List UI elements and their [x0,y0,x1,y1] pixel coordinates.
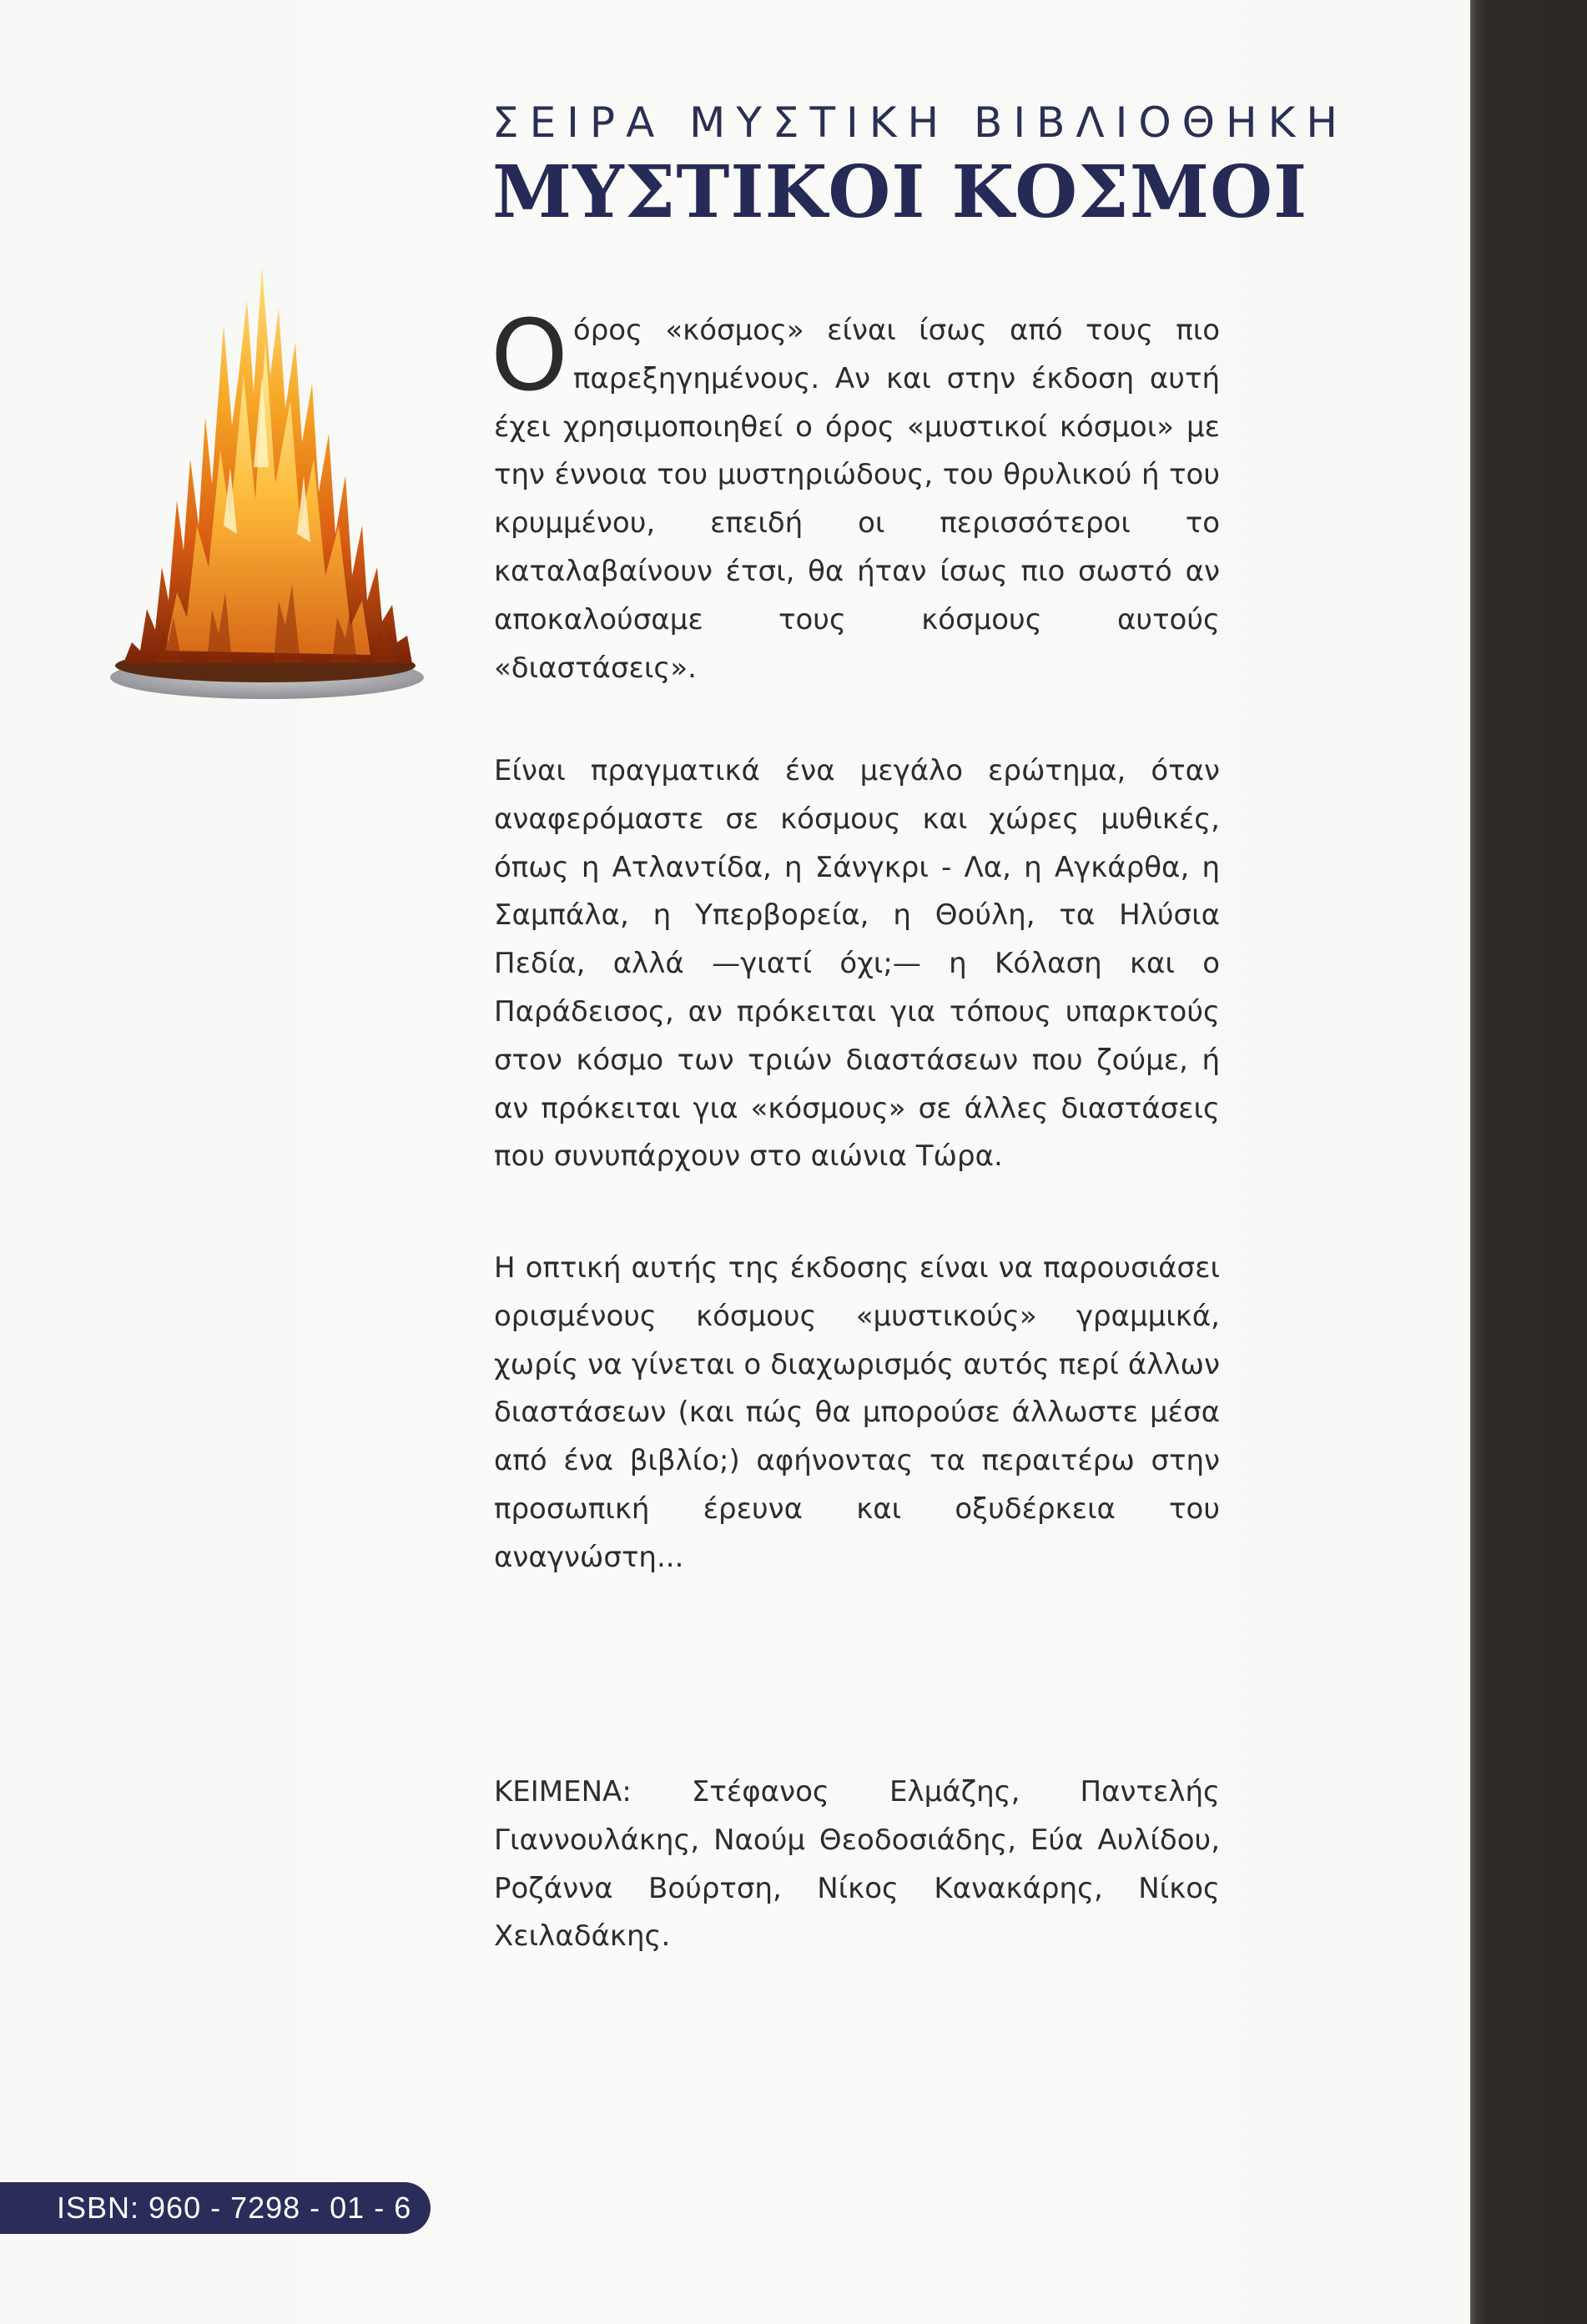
intro-text: όρος «κόσμος» είναι ίσως από τους πιο παρεξηγημένους. Αν και στην έκδοση αυτή έχει χρησιμοποιηθεί ο όρος «μυστικοί κόσμοι» με την έννοια του μυστηριώδους, του θρυλικού ή του κρυμμένου, επειδή οι περισσότεροι το καταλαβαίνουν έτσι, θα ήταν ίσως πιο σωστό αν αποκαλούσαμε τους κόσμους αυτούς «διαστάσεις». [494,314,1220,685]
paragraph-text: Η οπτική αυτής της έκδοσης είναι να παρουσιάσει ορισμένους κόσμους «μυστικούς» γραμμικά, χωρίς να γίνεται ο διαχωρισμός αυτός περί άλλων διαστάσεων (και πώς θα μπορούσε άλλωστε μέσα από ένα βιβλίο;) αφήνοντας τα περαιτέρω στην προσωπική έρευνα και οξυδέρκεια του αναγνώστη... [494,1251,1220,1574]
drop-cap: Ο [491,298,568,413]
paragraph-mythical-lands [494,747,1220,1181]
series-name: ΣΕΙΡΑ ΜΥΣΤΙΚΗ ΒΙΒΛΙΟΘΗΚΗ [492,98,1349,147]
paragraph-text: Είναι πραγματικά ένα μεγάλο ερώτημα, όταν αναφερόμαστε σε κόσμους και χώρες μυθικές, όπως η Ατλαντίδα, η Σάνγκρι - Λα, η Αγκάρθα, η Σαμπάλα, η Υπερβορεία, η Θούλη, τα Ηλύσια Πεδία, αλλά —γιατί όχι;— η Κόλαση και ο Παράδεισος, αν πρόκειται για τόπους υπαρκτούς στον κόσμο των τριών διαστάσεων που ζούμε, ή αν πρόκειται για «κόσμους» σε άλλες διαστάσεις που συνυπάρχουν στο αιώνια Τώρα. [494,754,1220,1174]
intro-paragraph [491,298,1220,692]
burning-castle-illustration [107,250,424,717]
book-title: ΜΥΣΤΙΚΟΙ ΚΟΣΜΟΙ [492,150,1308,234]
isbn-label: ISBN: 960 - 7298 - 01 - 6 [0,2182,431,2234]
book-spine [1470,0,1587,2324]
credits-text: ΚΕΙΜΕΝΑ: Στέφανος Ελμάζης, Παντελής Γιαννουλάκης, Ναούμ Θεοδοσιάδης, Εύα Αυλίδου, Ροζάννα Βούρτση, Νίκος Κανακάρης, Νίκος Χειλαδάκης. [494,1775,1220,1954]
authors-credits [494,1768,1220,1961]
paragraph-edition-perspective [494,1245,1220,1582]
